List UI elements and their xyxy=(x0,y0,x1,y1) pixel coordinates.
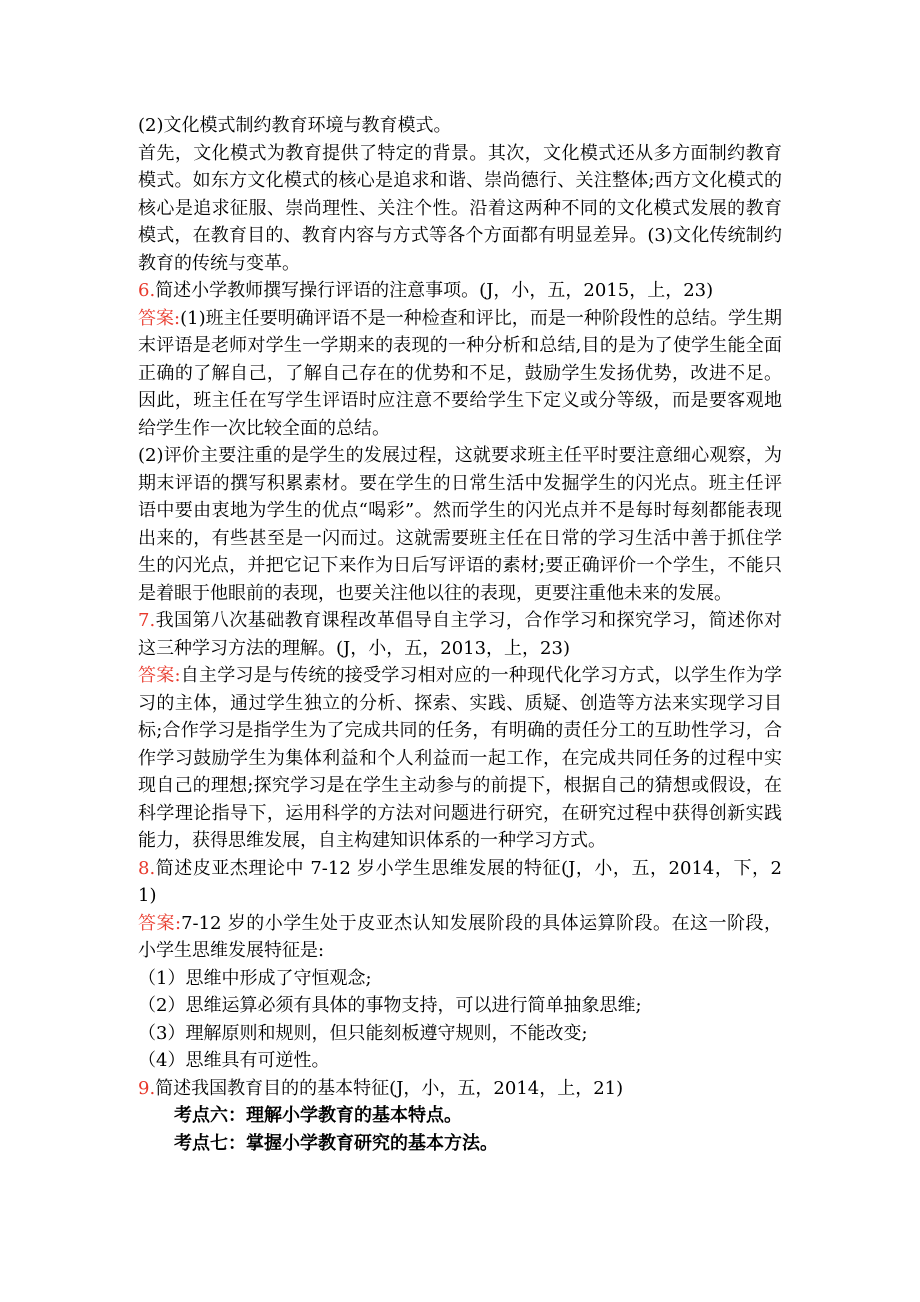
question-9-text: 简述我国教育目的的基本特征(J，小，五，2014，上，21) xyxy=(155,1077,624,1099)
question-6 xyxy=(138,277,782,305)
answer-8-text: 7-12 岁的小学生处于皮亚杰认知发展阶段的具体运算阶段。在这一阶段，小学生思维发展特征是: xyxy=(138,912,782,961)
answer-8-label: 答案: xyxy=(138,912,182,934)
answer-6-part-2: (2)评价主要注重的是学生的发展过程，这就要求班主任平时要注意细心观察，为期末评语的撰写积累素材。要在学生的日常生活中发掘学生的闪光点。班主任评语中要由衷地为学生的优点“喝彩”。然而学生的闪光点并不是每时每刻都能表现出来的，有些甚至是一闪而过。这就需要班主任在日常的学习生活中善于抓住学生的闪光点，并把它记下来作为日后写评语的素材;要正确评价一个学生，不能只是着眼于他眼前的表现，也要关注他以往的表现，更要注重他未来的发展。 xyxy=(138,445,782,604)
answer-7 xyxy=(138,662,782,855)
question-8-text: 简述皮亚杰理论中 7-12 岁小学生思维发展的特征(J，小，五，2014，下，21) xyxy=(138,857,782,906)
answer-8-intro xyxy=(138,910,782,965)
answer-8-item-3: （3）理解原则和规则，但只能刻板遵守规则，不能改变; xyxy=(138,1022,588,1044)
answer-8-item-2: （2）思维运算必须有具体的事物支持，可以进行简单抽象思维; xyxy=(138,995,642,1016)
answer-6-text-1: (1)班主任要明确评语不是一种检查和评比，而是一种阶段性的总结。学生期末评语是老师对学生一学期来的表现的一种分析和总结,目的是为了使学生能全面正确的了解自己，了解自己存在的优势和不足，鼓励学生发扬优势，改进不足。因此，班主任在写学生评语时应注意不要给学生下定义或分等级，而是要客观地给学生作一次比较全面的总结。 xyxy=(138,307,782,439)
question-7-text: 我国第八次基础教育课程改革倡导自主学习，合作学习和探究学习，简述你对这三种学习方法的理解。(J，小，五，2013，上，23) xyxy=(138,610,782,659)
intro-body: 首先，文化模式为教育提供了特定的背景。其次，文化模式还从多方面制约教育模式。如东方文化模式的核心是追求和谐、崇尚德行、关注整体;西方文化模式的核心是追求征服、崇尚理性、关注个性。沿着这两种不同的文化模式发展的教育模式，在教育目的、教育内容与方式等各个方面都有明显差异。(3)文化传统制约教育的传统与变革。 xyxy=(138,142,782,274)
exam-point-7: 考点七：掌握小学教育研究的基本方法。 xyxy=(174,1132,498,1154)
question-7-number: 7. xyxy=(138,610,156,631)
question-9 xyxy=(138,1075,782,1103)
answer-6-part-1 xyxy=(138,305,782,443)
question-7 xyxy=(138,607,782,662)
question-6-text: 简述小学教师撰写操行评语的注意事项。(J，小，五，2015，上，23) xyxy=(155,280,714,301)
document-page xyxy=(138,112,782,1157)
answer-7-text: 自主学习是与传统的接受学习相对应的一种现代化学习方式，以学生作为学习的主体，通过学生独立的分析、探索、实践、质疑、创造等方法来实现学习目标;合作学习是指学生为了完成共同的任务，有明确的责任分工的互助性学习，合作学习鼓励学生为集体利益和个人利益而一起工作，在完成共同任务的过程中实现自己的理想;探究学习是在学生主动参与的前提下，根据自己的猜想或假设，在科学理论指导下，运用科学的方法对问题进行研究，在研究过程中获得创新实践能力，获得思维发展，自主构建知识体系的一种学习方式。 xyxy=(138,665,782,851)
answer-6-label: 答案: xyxy=(138,307,181,329)
question-8 xyxy=(138,855,782,910)
exam-point-6: 考点六：理解小学教育的基本特点。 xyxy=(174,1105,462,1126)
answer-8-item-4: （4）思维具有可逆性。 xyxy=(138,1050,330,1071)
intro-heading: (2)文化模式制约教育环境与教育模式。 xyxy=(138,115,452,136)
question-9-number: 9. xyxy=(138,1077,156,1099)
question-6-number: 6. xyxy=(138,280,156,301)
answer-8-item-1: （1）思维中形成了守恒观念; xyxy=(138,967,372,989)
answer-7-label: 答案: xyxy=(138,665,181,686)
question-8-number: 8. xyxy=(138,857,156,879)
